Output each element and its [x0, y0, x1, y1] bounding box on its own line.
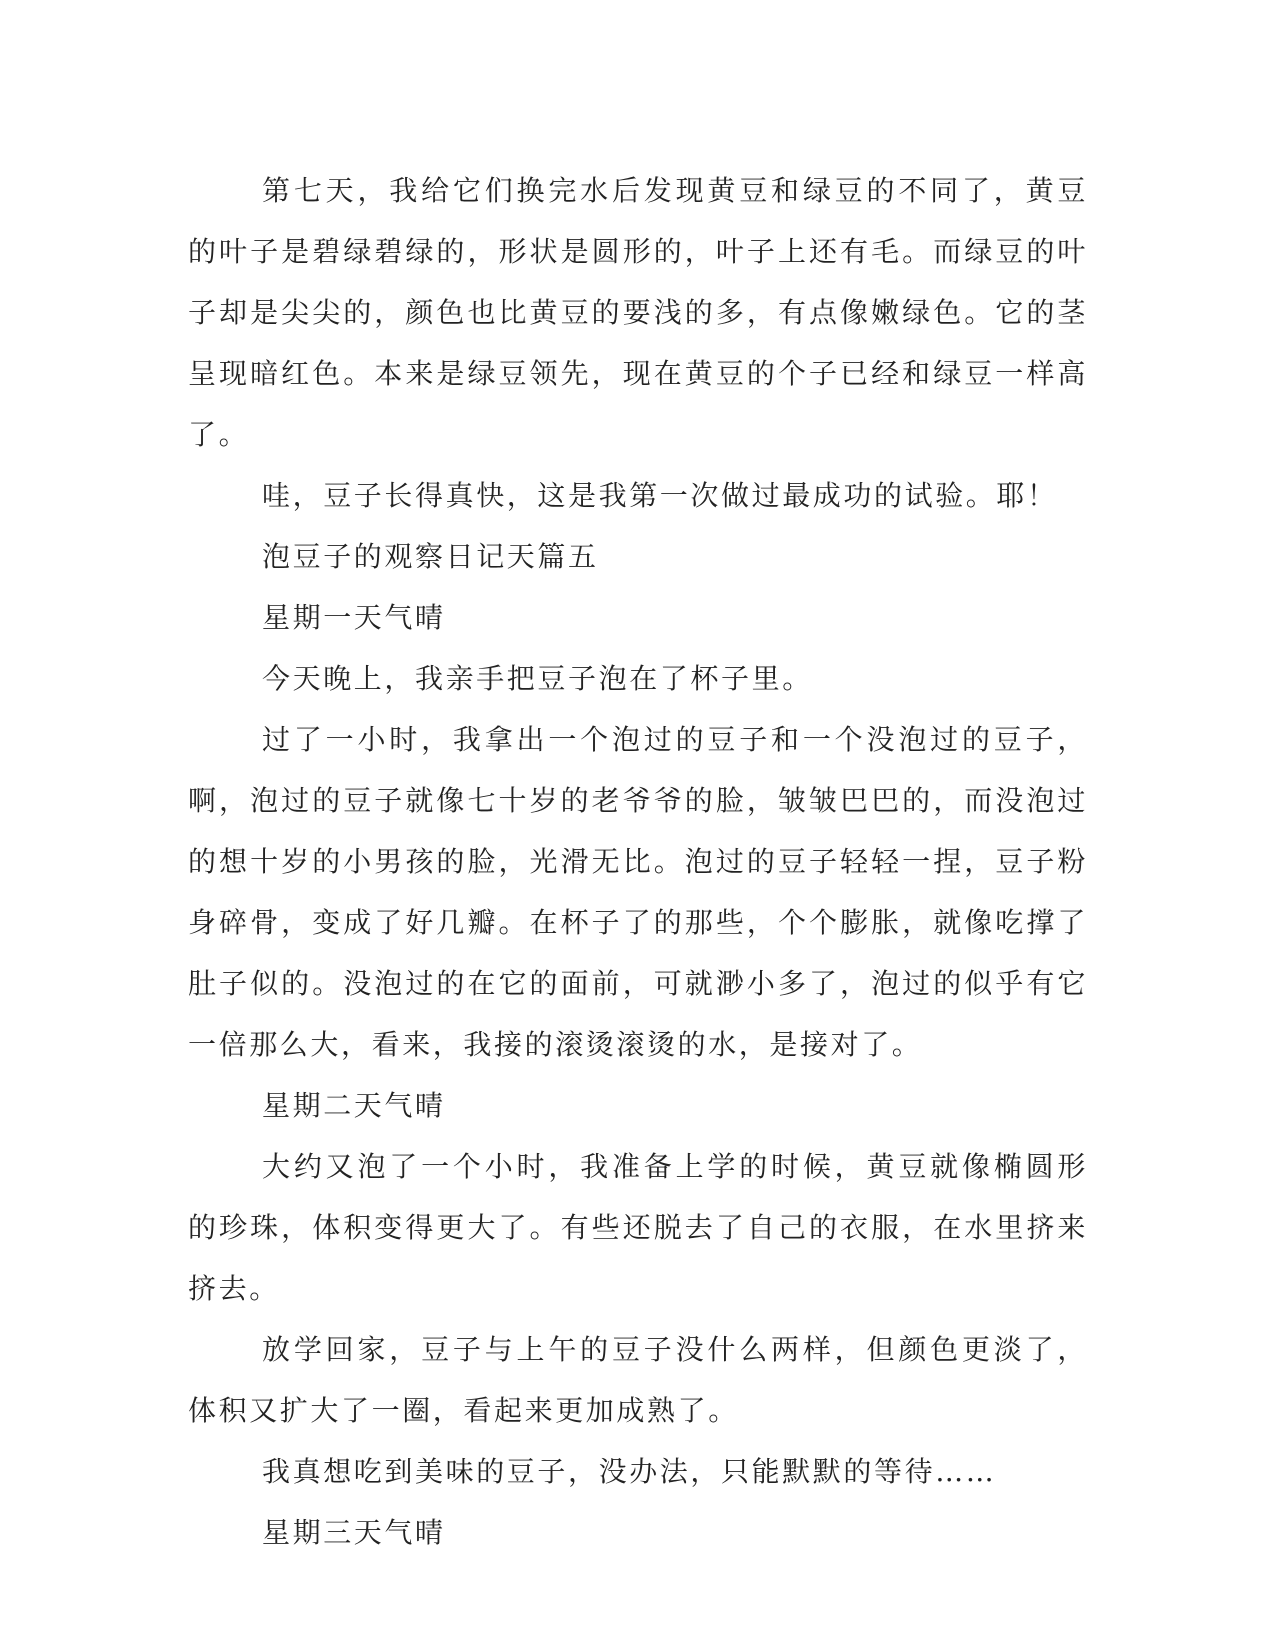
document-body: [188, 160, 1088, 1563]
paragraph-tuesday-morning: 大约又泡了一个小时，我准备上学的时候，黄豆就像椭圆形的珍珠，体积变得更大了。有些还脱去了自己的衣服，在水里挤来挤去。: [188, 1150, 1088, 1305]
date-heading-wednesday: 星期三天气晴: [262, 1516, 446, 1549]
paragraph-tuesday-afternoon: 放学回家，豆子与上午的豆子没什么两样，但颜色更淡了，体积又扩大了一圈，看起来更加成熟了。: [188, 1333, 1088, 1427]
paragraph-day-seven: 第七天，我给它们换完水后发现黄豆和绿豆的不同了，黄豆的叶子是碧绿碧绿的，形状是圆形的，叶子上还有毛。而绿豆的叶子却是尖尖的，颜色也比黄豆的要浅的多，有点像嫩绿色。它的茎呈现暗红色。本来是绿豆领先，现在黄豆的个子已经和绿豆一样高了。: [188, 174, 1088, 451]
paragraph-monday-evening: 今天晚上，我亲手把豆子泡在了杯子里。: [262, 662, 813, 695]
paragraph-tuesday-waiting: 我真想吃到美味的豆子，没办法，只能默默的等待……: [262, 1455, 997, 1488]
paragraph-monday-observation: 过了一小时，我拿出一个泡过的豆子和一个没泡过的豆子，啊，泡过的豆子就像七十岁的老爷爷的脸，皱皱巴巴的，而没泡过的想十岁的小男孩的脸，光滑无比。泡过的豆子轻轻一捏，豆子粉身碎骨，变成了好几瓣。在杯子了的那些，个个膨胀，就像吃撑了肚子似的。没泡过的在它的面前，可就渺小多了，泡过的似乎有它一倍那么大，看来，我接的滚烫滚烫的水，是接对了。: [188, 723, 1088, 1061]
section-heading: 泡豆子的观察日记天篇五: [262, 540, 599, 573]
date-heading-tuesday: 星期二天气晴: [262, 1089, 446, 1122]
paragraph-exclamation: 哇，豆子长得真快，这是我第一次做过最成功的试验。耶！: [262, 479, 1058, 512]
date-heading-monday: 星期一天气晴: [262, 601, 446, 634]
